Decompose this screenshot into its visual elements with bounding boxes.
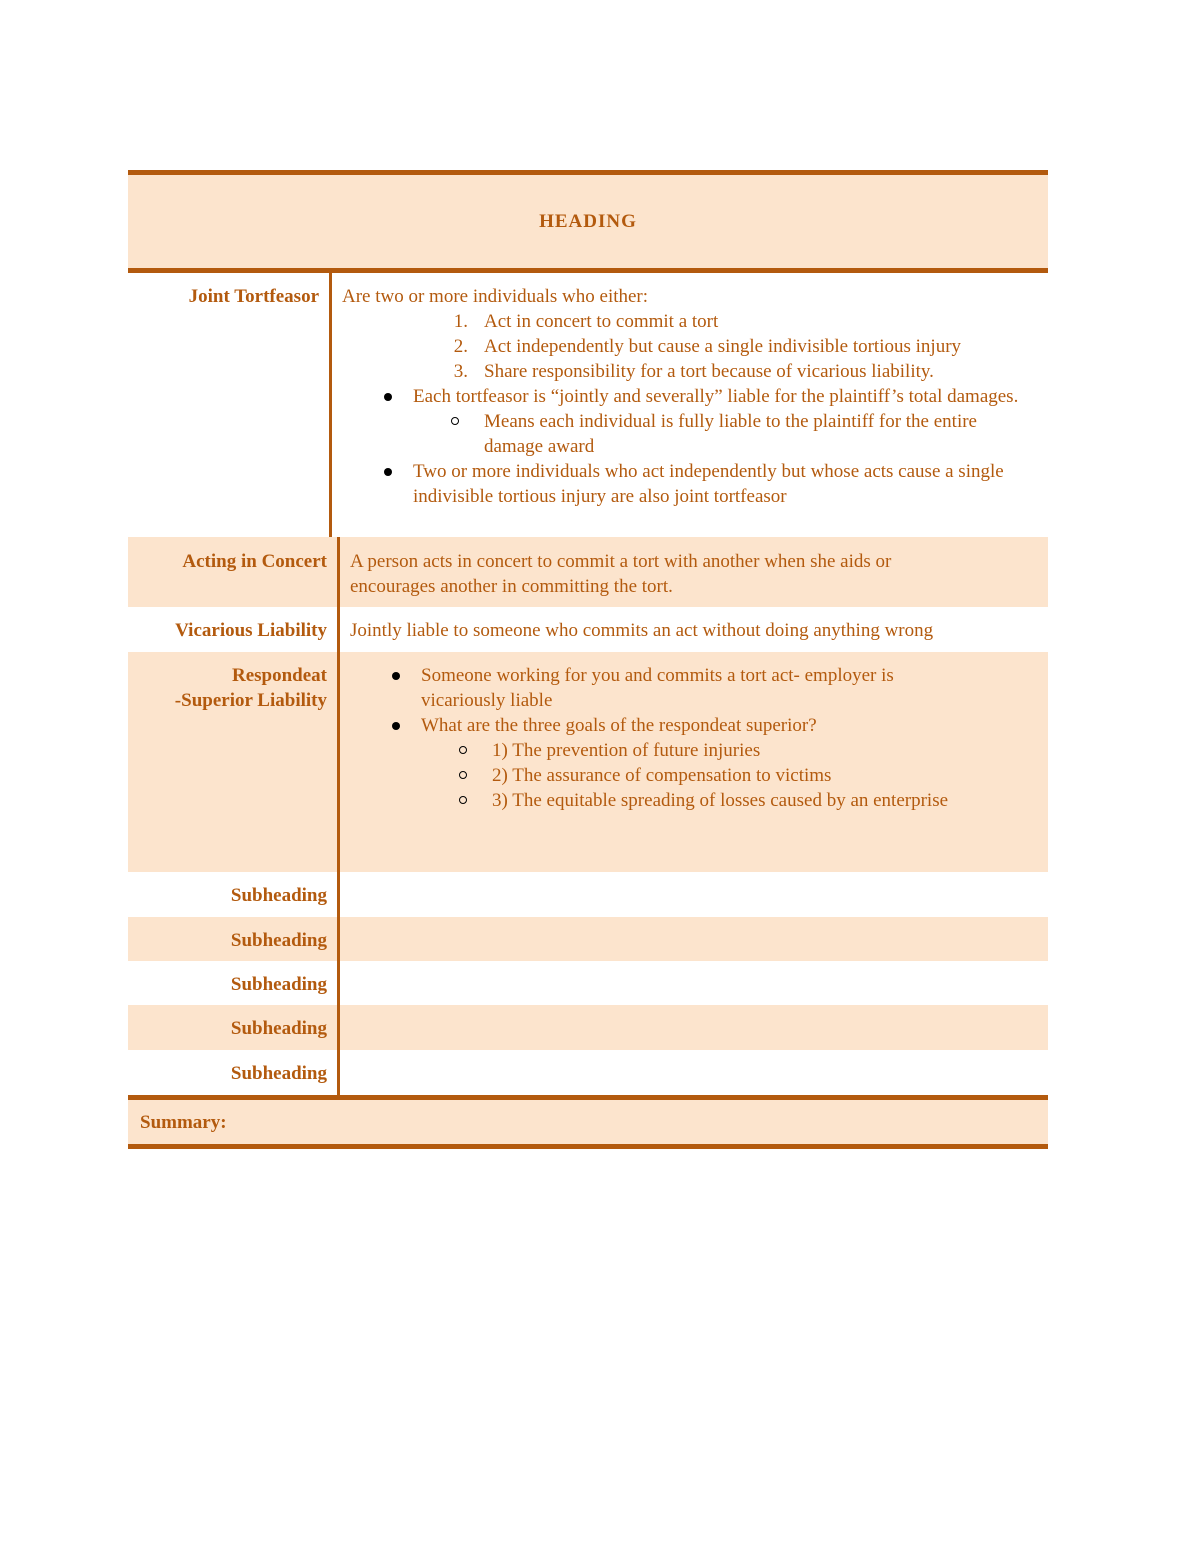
row-subheading (128, 961, 1048, 1005)
row-subheading (128, 917, 1048, 961)
numbered-item (342, 359, 1038, 384)
row-joint-tortfeasor (128, 273, 1048, 537)
subheading-label: Subheading (128, 1005, 340, 1050)
label-line: -Superior Liability (174, 690, 327, 711)
row-content (340, 961, 1048, 1005)
row-content (340, 917, 1048, 961)
subheading-label: Subheading (128, 961, 340, 1005)
item-text: 3) The equitable spreading of losses caused by an enterprise (492, 790, 949, 811)
intro-text: Are two or more individuals who either: (342, 286, 649, 307)
circle-bullet-icon (459, 796, 467, 804)
item-text: What are the three goals of the respondeat superior? (421, 715, 817, 736)
item-number: 1. (453, 311, 468, 332)
summary-label: Summary: (128, 1100, 1048, 1144)
item-text: Someone working for you and commits a tort act- employer is vicariously liable (421, 665, 894, 711)
bottom-rule (128, 1144, 1048, 1149)
circle-bullet-icon (459, 746, 467, 754)
subheading-label: Subheading (128, 1050, 340, 1095)
item-text: Share responsibility for a tort because of vicarious liability. (484, 361, 934, 382)
row-respondeat-superior (128, 652, 1048, 872)
numbered-item (342, 309, 1038, 334)
row-content (332, 273, 1048, 537)
sub-bullet-item (342, 409, 1038, 459)
item-text: Act in concert to commit a tort (484, 311, 719, 332)
row-content: A person acts in concert to commit a tort with another when she aids or encourages another in committing the tort. (350, 551, 892, 597)
row-vicarious-liability (128, 607, 1048, 652)
row-label (128, 652, 340, 872)
notes-table (128, 170, 1048, 1149)
row-content: Jointly liable to someone who commits an act without doing anything wrong (350, 620, 934, 641)
subheading-label: Subheading (128, 917, 340, 961)
item-text: Each tortfeasor is “jointly and severally” liable for the plaintiff’s total damages. (413, 386, 1019, 407)
item-text: Two or more individuals who act independently but whose acts cause a single indivisible tortious injury are also joint tortfeasor (413, 461, 1004, 507)
bullet-icon (384, 393, 392, 401)
sub-bullet-item (350, 788, 1038, 813)
row-content (340, 652, 1048, 872)
item-text: Means each individual is fully liable to the plaintiff for the entire damage award (484, 411, 977, 457)
bullet-icon (392, 722, 400, 730)
bullet-item (350, 713, 1038, 738)
item-number: 3. (453, 361, 468, 382)
item-text: Act independently but cause a single indivisible tortious injury (484, 336, 962, 357)
bullet-icon (384, 468, 392, 476)
table-heading: HEADING (128, 175, 1048, 268)
label-line: Respondeat (231, 665, 327, 686)
row-content (340, 1005, 1048, 1050)
row-subheading (128, 1005, 1048, 1050)
bullet-item (350, 663, 1038, 713)
bullet-icon (392, 672, 400, 680)
row-content (340, 1050, 1048, 1095)
circle-bullet-icon (459, 771, 467, 779)
bullet-item (342, 459, 1038, 509)
row-label: Acting in Concert (128, 537, 340, 607)
circle-bullet-icon (451, 417, 459, 425)
numbered-item (342, 334, 1038, 359)
item-text: 2) The assurance of compensation to victims (492, 765, 832, 786)
sub-bullet-item (350, 738, 1038, 763)
row-label: Vicarious Liability (128, 607, 340, 652)
subheading-label: Subheading (128, 872, 340, 917)
bullet-item (342, 384, 1038, 409)
item-number: 2. (453, 336, 468, 357)
row-acting-in-concert (128, 537, 1048, 607)
row-subheading (128, 1050, 1048, 1095)
row-content (340, 872, 1048, 917)
sub-bullet-item (350, 763, 1038, 788)
row-label: Joint Tortfeasor (128, 273, 332, 537)
row-subheading (128, 872, 1048, 917)
item-text: 1) The prevention of future injuries (492, 740, 761, 761)
